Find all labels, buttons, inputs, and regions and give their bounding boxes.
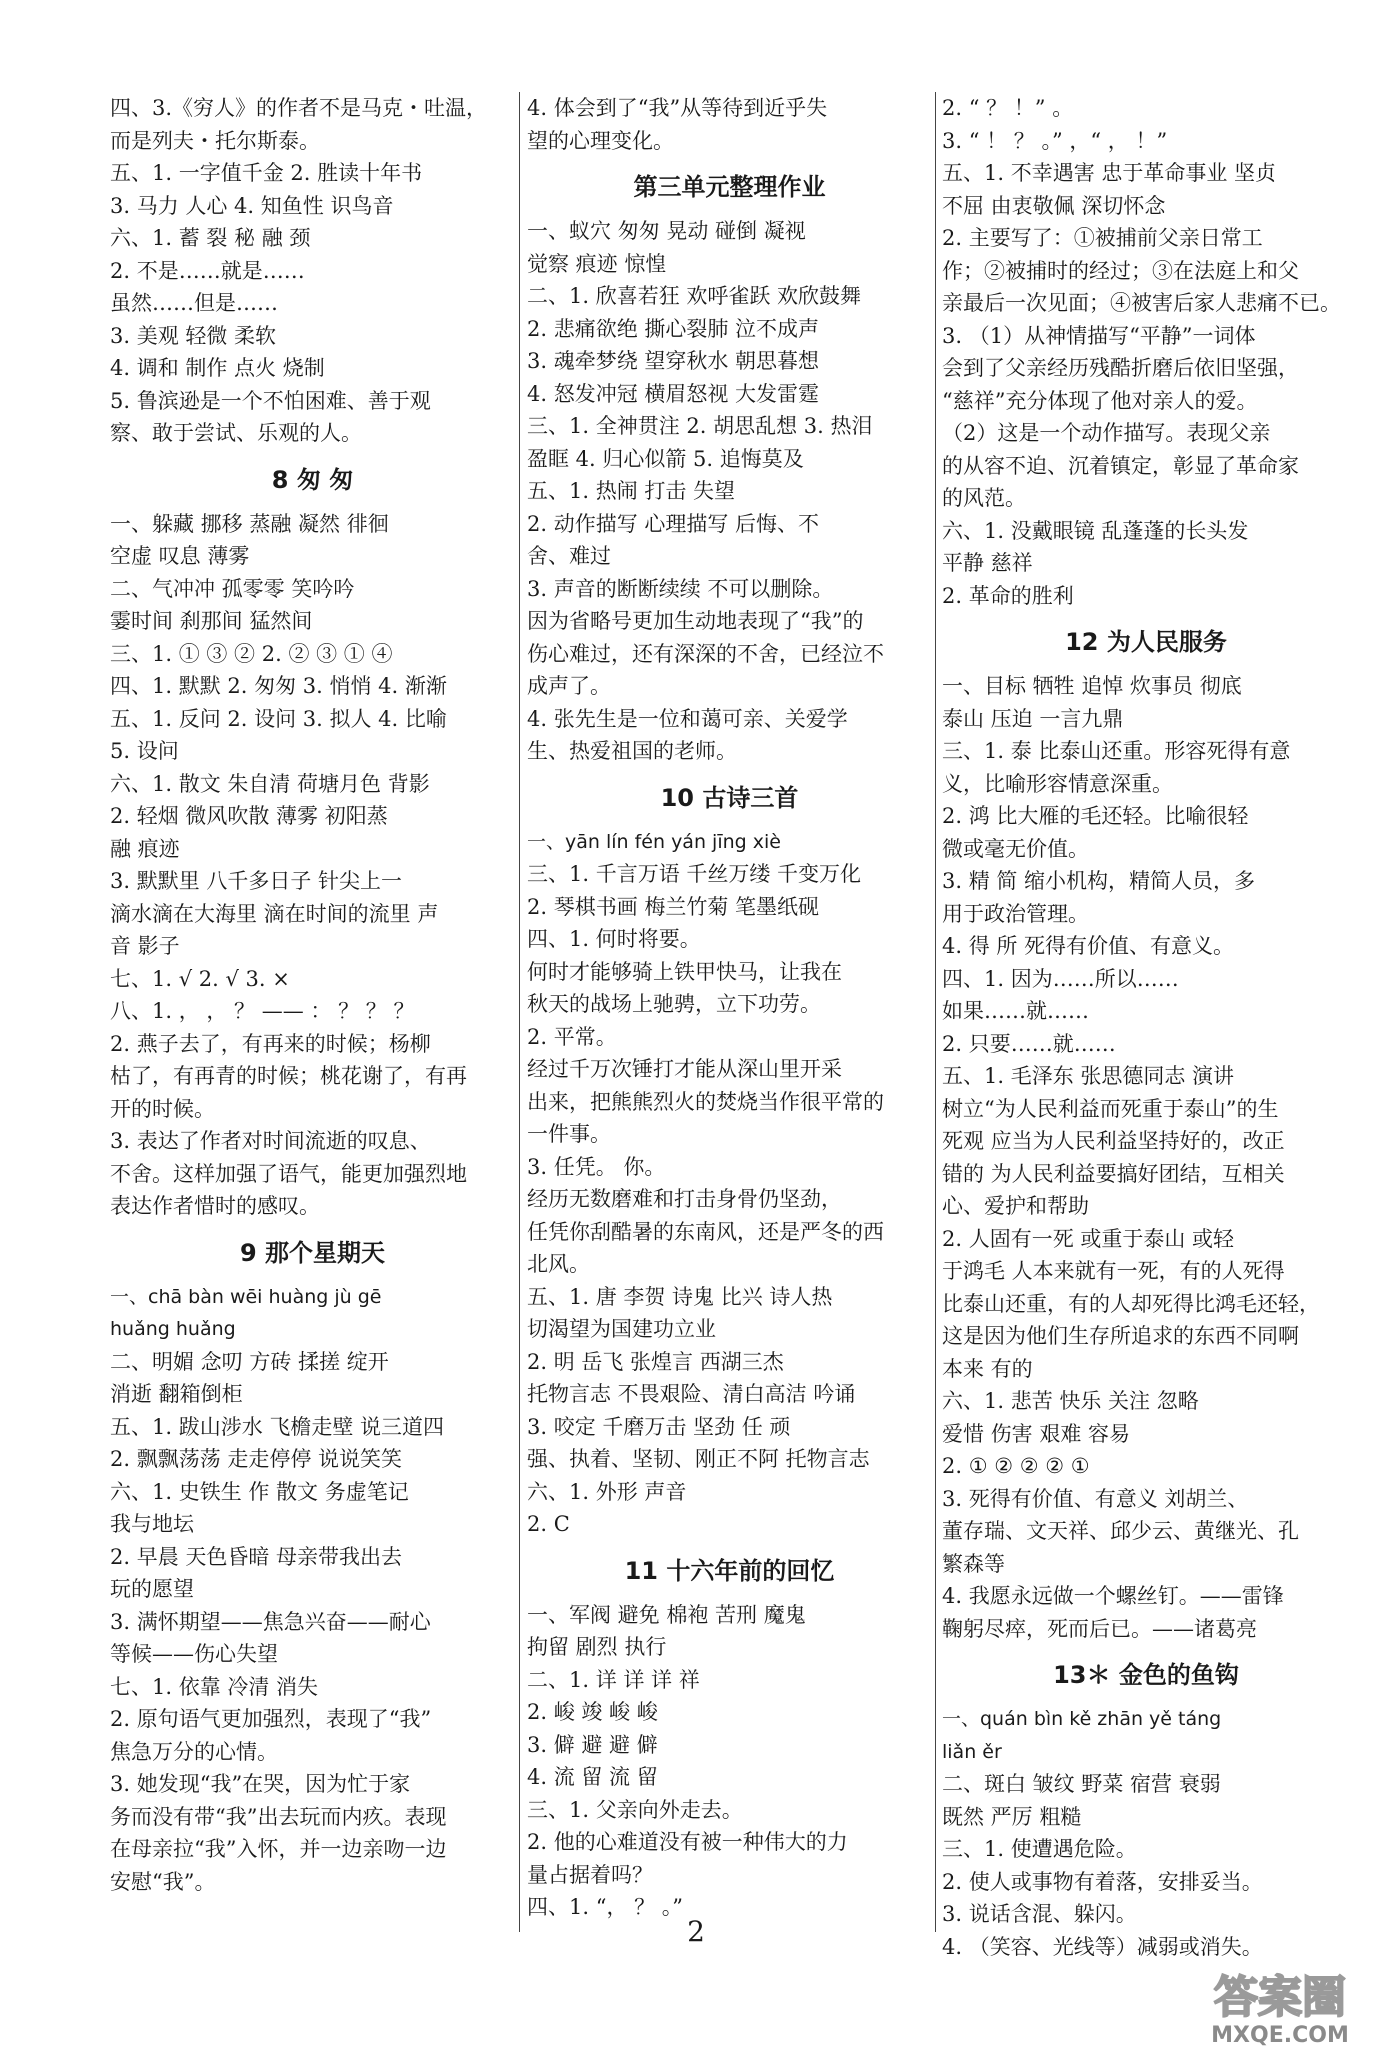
answer-line: 3. 精 简 缩小机构，精简人员，多	[942, 869, 1256, 893]
answer-line: 七、1. 依靠 冷清 消失	[110, 1674, 319, 1699]
answer-line: 五、1. 热闹 打击 失望	[527, 479, 736, 503]
answer-line: 四、1. 默默 2. 匆匆 3. 悄悄 4. 渐渐	[110, 674, 447, 698]
answer-line: 2. 飘飘荡荡 走走停停 说说笑笑	[110, 1447, 403, 1471]
page-number: 2	[687, 1915, 705, 1948]
answer-line: 的从容不迫、沉着镇定，彰显了革命家	[942, 453, 1299, 478]
answer-line: 2. 明 岳飞 张煌言 西湖三杰	[527, 1349, 784, 1374]
answer-line: 用于政治管理。	[942, 901, 1089, 926]
answer-line: 生、热爱祖国的老师。	[527, 739, 737, 763]
answer-line: 3. 马力 人心 4. 知鱼性 识鸟音	[110, 193, 394, 218]
answer-line: 3. 声音的断断续续 不可以删除。	[527, 576, 834, 601]
answer-line: 六、1. 史铁生 作 散文 务虚笔记	[110, 1479, 409, 1504]
answer-line: 托物言志 不畏艰险、清白高洁 吟诵	[527, 1382, 856, 1406]
answer-line: 五、1. 反问 2. 设问 3. 拟人 4. 比喻	[110, 706, 447, 731]
answer-line: 3. “ ！ ？ 。” ，“ ， ！”	[942, 128, 1168, 153]
answer-line: 枯了，有再青的时候；桃花谢了，有再	[110, 1064, 467, 1088]
answer-line: 二、斑白 皱纹 野菜 宿营 衰弱	[942, 1772, 1221, 1796]
answer-line: 心、爱护和帮助	[942, 1194, 1089, 1218]
answer-line: 树立“为人民利益而死重于泰山”的生	[942, 1096, 1279, 1121]
answer-line: 4. 调和 制作 点火 烧制	[110, 356, 325, 380]
answer-line: 不舍。这样加强了语气，能更加强烈地	[110, 1161, 467, 1186]
answer-line: 经过千万次锤打才能从深山里开采	[527, 1057, 842, 1081]
answer-line: 表达作者惜时的感叹。	[110, 1194, 320, 1218]
answer-line: 一、军阀 避免 棉袍 苦刑 魔鬼	[527, 1602, 806, 1627]
answer-line: 2. 平常。	[527, 1024, 617, 1049]
answer-line: 2. 不是……就是……	[110, 258, 305, 283]
answer-line: 一、躲藏 挪移 蒸融 凝然 徘徊	[110, 511, 389, 536]
section-heading: 12 为人民服务	[1065, 628, 1227, 656]
answer-line: 3. 默默里 八千多日子 针尖上一	[110, 869, 403, 893]
answer-line: 2. 原句语气更加强烈，表现了“我”	[110, 1707, 432, 1731]
answer-line: 二、气冲冲 孤零零 笑吟吟	[110, 576, 355, 601]
answer-line: 而是列夫・托尔斯泰。	[110, 128, 320, 153]
answer-line: 2. 人固有一死 或重于泰山 或轻	[942, 1226, 1235, 1251]
answer-line: 4. 张先生是一位和蔼可亲、关爱学	[527, 706, 848, 731]
answer-line: 六、1. 散文 朱自清 荷塘月色 背影	[110, 771, 430, 796]
watermark-url: MXQE.COM	[1211, 2023, 1349, 2048]
answer-column-left	[110, 92, 515, 1975]
answer-line: 三、1. 全神贯注 2. 胡思乱想 3. 热泪	[527, 414, 873, 438]
section-heading: 第三单元整理作业	[633, 173, 826, 201]
answer-line: 5. 设问	[110, 739, 179, 763]
answer-line: 望的心理变化。	[527, 128, 674, 153]
answer-line: 2. 轻烟 微风吹散 薄雾 初阳蒸	[110, 804, 388, 828]
answer-line: 三、1. 千言万语 千丝万缕 千变万化	[527, 862, 862, 886]
answer-line: 五、1. 一字值千金 2. 胜读十年书	[110, 161, 423, 185]
answer-line: 2. 鸿 比大雁的毛还轻。比喻很轻	[942, 804, 1249, 828]
watermark-title: 答案圈	[1214, 1972, 1346, 2023]
answer-line: 五、1. 跋山涉水 飞檐走壁 说三道四	[110, 1414, 445, 1439]
answer-line: 一件事。	[527, 1122, 611, 1146]
answer-line: 在母亲拉“我”入怀，并一边亲吻一边	[110, 1837, 447, 1861]
answer-line: 5. 鲁滨逊是一个不怕困难、善于观	[110, 388, 431, 413]
answer-line: 融 痕迹	[110, 836, 180, 861]
section-heading: 9 那个星期天	[239, 1238, 386, 1267]
pinyin-answer-line: liǎn ěr	[942, 1740, 1002, 1763]
answer-line: 五、1. 不幸遇害 忠于革命事业 坚贞	[942, 161, 1277, 185]
answer-line: 舍、难过	[527, 544, 611, 568]
answer-line: 2. ① ② ② ② ①	[942, 1454, 1090, 1478]
section-heading: 13＊ 金色的鱼钩	[1053, 1661, 1239, 1689]
answer-line: 二、1. 详 详 详 祥	[527, 1667, 700, 1692]
answer-line: 4. 我愿永远做一个螺丝钉。——雷锋	[942, 1584, 1284, 1608]
answer-line: 2. 早晨 天色昏暗 母亲带我出去	[110, 1544, 403, 1569]
answer-line: 觉察 痕迹 惊惶	[527, 251, 667, 276]
answer-line: 4. 体会到了“我”从等待到近乎失	[527, 96, 828, 120]
answer-line: 2. 悲痛欲绝 撕心裂肺 泣不成声	[527, 316, 820, 341]
answer-line: 既然 严厉 粗糙	[942, 1804, 1082, 1829]
answer-line: 量占据着吗？	[527, 1862, 653, 1887]
answer-line: 盈眶 4. 归心似箭 5. 追悔莫及	[527, 446, 804, 471]
answer-line: 2. 他的心难道没有被一种伟大的力	[527, 1830, 848, 1854]
answer-line: 2. “ ？ ！” 。	[942, 96, 1074, 120]
answer-line: 我与地坛	[110, 1512, 194, 1536]
answer-line: 三、1. 父亲向外走去。	[527, 1797, 743, 1822]
answer-line: 六、1. 没戴眼镜 乱蓬蓬的长头发	[942, 518, 1249, 543]
answer-line: 本来 有的	[942, 1356, 1033, 1381]
section-heading: 10 古诗三首	[660, 783, 799, 812]
answer-line: 2. 使人或事物有着落，安排妥当。	[942, 1869, 1263, 1894]
section-heading: 8 匆 匆	[271, 465, 354, 494]
answer-line: 三、1. 使遭遇危险。	[942, 1837, 1137, 1861]
answer-line: 鞠躬尽瘁，死而后已。——诸葛亮	[942, 1616, 1257, 1641]
pinyin-answer-line: 一、quán bìn kě zhān yě táng	[942, 1708, 1222, 1730]
answer-line: 一、目标 牺牲 追悼 炊事员 彻底	[942, 674, 1242, 698]
answer-line: 这是因为他们生存所追求的东西不同啊	[942, 1324, 1299, 1348]
answer-line: 微或毫无价值。	[942, 836, 1089, 861]
answer-line: 强、执着、坚韧、刚正不阿 托物言志	[527, 1447, 870, 1471]
answer-line: 3. 任凭。 你。	[527, 1154, 666, 1179]
answer-line: 六、1. 外形 声音	[527, 1479, 687, 1504]
column-divider	[519, 92, 520, 1932]
answer-line: 3. （1）从神情描写“平静”一词体	[942, 323, 1256, 348]
answer-line: 秋天的战场上驰骋，立下功劳。	[527, 992, 821, 1016]
answer-line: 于鸿毛 人本来就有一死，有的人死得	[942, 1259, 1285, 1283]
answer-line: 2. 琴棋书画 梅兰竹菊 笔墨纸砚	[527, 894, 820, 919]
answer-line: 比泰山还重，有的人却死得比鸿毛还轻，	[942, 1291, 1320, 1316]
answer-line: 泰山 压迫 一言九鼎	[942, 706, 1124, 731]
answer-line: 安慰“我”。	[110, 1869, 216, 1894]
answer-line: 北风。	[527, 1252, 590, 1276]
answer-line: 3. 满怀期望——焦急兴奋——耐心	[110, 1609, 431, 1634]
answer-line: 3. 咬定 千磨万击 坚劲 任 顽	[527, 1414, 791, 1439]
answer-line: 二、明媚 念叨 方砖 揉搓 绽开	[110, 1349, 389, 1374]
answer-line: 虽然……但是……	[110, 291, 278, 315]
column-divider	[935, 92, 936, 1932]
answer-line: 三、1. ① ③ ② 2. ② ③ ① ④	[110, 641, 393, 666]
answer-line: 2. 动作描写 心理描写 后悔、不	[527, 511, 820, 536]
answer-line: 2. 只要……就……	[942, 1031, 1116, 1056]
answer-line: 六、1. 悲苦 快乐 关注 忽略	[942, 1389, 1199, 1413]
answer-line: 成声了。	[527, 674, 611, 698]
answer-line: 五、1. 毛泽东 张思德同志 演讲	[942, 1064, 1235, 1088]
answer-line: 五、1. 唐 李贺 诗鬼 比兴 诗人热	[527, 1284, 833, 1309]
answer-line: 爱惜 伤害 艰难 容易	[942, 1421, 1131, 1446]
answer-line: 务而没有带“我”出去玩而内疚。表现	[110, 1804, 447, 1829]
answer-line: 2. 革命的胜利	[942, 583, 1074, 608]
answer-column-right	[942, 92, 1350, 1975]
watermark-logo	[1180, 1960, 1380, 2050]
answer-line: 4. 得 所 死得有价值、有意义。	[942, 934, 1235, 958]
answer-line: 不屈 由衷敬佩 深切怀念	[942, 193, 1166, 218]
answer-line: 等候——伤心失望	[110, 1642, 278, 1666]
answer-line: 2. 峻 竣 峻 峻	[527, 1700, 658, 1724]
answer-line: 八、1. ， ， ？ —— ： ？ ？ ？	[110, 999, 415, 1023]
answer-line: 玩的愿望	[110, 1577, 194, 1601]
answer-line: 出来，把熊熊烈火的焚烧当作很平常的	[527, 1089, 884, 1114]
answer-line: 何时才能够骑上铁甲快马，让我在	[527, 959, 842, 984]
answer-line: 义，比喻形容情意深重。	[942, 771, 1173, 796]
answer-line: 任凭你刮酷暑的东南风，还是严冬的西	[527, 1219, 884, 1244]
answer-line: 繁森等	[942, 1551, 1005, 1576]
answer-line: 二、1. 欣喜若狂 欢呼雀跃 欢欣鼓舞	[527, 284, 862, 308]
answer-line: “慈祥”充分体现了他对亲人的爱。	[942, 388, 1258, 413]
answer-line: 3. 魂牵梦绕 望穿秋水 朝思暮想	[527, 349, 820, 373]
pinyin-answer-line: 一、yān lín fén yán jīng xiè	[527, 830, 781, 853]
answer-line: 六、1. 蓄 裂 秘 融 颈	[110, 226, 311, 250]
answer-line: 经历无数磨难和打击身骨仍坚劲，	[527, 1187, 842, 1211]
answer-line: 霎时间 刹那间 猛然间	[110, 609, 313, 633]
answer-line: 3. 美观 轻微 柔软	[110, 323, 277, 348]
answer-column-middle	[527, 92, 932, 1975]
answer-line: 的风范。	[942, 486, 1026, 510]
answer-line: 2. 燕子去了，有再来的时候；杨柳	[110, 1031, 431, 1056]
answer-line: 拘留 剧烈 执行	[527, 1635, 667, 1659]
answer-line: 伤心难过，还有深深的不舍，已经泣不	[527, 641, 884, 666]
answer-line: 消逝 翻箱倒柜	[110, 1382, 243, 1406]
answer-line: 3. 说话含混、躲闪。	[942, 1902, 1137, 1926]
answer-line: 4. 怒发冲冠 横眉怒视 大发雷霆	[527, 381, 820, 406]
answer-line: 四、1. “， ？ 。”	[527, 1895, 684, 1919]
answer-line: 3. 她发现“我”在哭，因为忙于家	[110, 1772, 411, 1796]
answer-line: 切渴望为国建功立业	[527, 1317, 716, 1341]
answer-line: 死观 应当为人民利益坚持好的，改正	[942, 1129, 1285, 1153]
answer-line: 4. 流 留 流 留	[527, 1765, 658, 1789]
answer-line: 2. C	[527, 1512, 570, 1536]
section-heading: 11 十六年前的回忆	[624, 1556, 835, 1585]
answer-line: 3. 僻 避 避 僻	[527, 1732, 658, 1757]
answer-line: 作；②被捕时的经过；③在法庭上和父	[942, 258, 1299, 283]
answer-line: 滴水滴在大海里 滴在时间的流里 声	[110, 901, 439, 926]
answer-line: 2. 主要写了：①被捕前父亲日常工	[942, 226, 1263, 250]
answer-line: 因为省略号更加生动地表现了“我”的	[527, 609, 864, 633]
answer-line: 四、3.《穷人》的作者不是马克・吐温，	[110, 96, 488, 120]
answer-line: 一、蚁穴 匆匆 晃动 碰倒 凝视	[527, 219, 806, 243]
pinyin-answer-line: huǎng huǎng	[110, 1318, 236, 1340]
pinyin-answer-line: 一、chā bàn wēi huàng jù gē	[110, 1285, 382, 1308]
answer-line: 平静 慈祥	[942, 551, 1033, 575]
answer-line: 三、1. 泰 比泰山还重。形容死得有意	[942, 739, 1291, 763]
answer-line: 焦急万分的心情。	[110, 1739, 278, 1764]
answer-line: 开的时候。	[110, 1096, 215, 1121]
answer-line: 亲最后一次见面；④被害后家人悲痛不已。	[942, 291, 1341, 315]
answer-line: 四、1. 因为……所以……	[942, 966, 1179, 991]
answer-line: 错的 为人民利益要搞好团结，互相关	[942, 1161, 1285, 1186]
answer-line: 空虚 叹息 薄雾	[110, 544, 250, 568]
answer-line: 会到了父亲经历残酷折磨后依旧坚强，	[942, 356, 1299, 380]
answer-line: 董存瑞、文天祥、邱少云、黄继光、孔	[942, 1519, 1299, 1543]
answer-line: 察、敢于尝试、乐观的人。	[110, 421, 362, 445]
answer-line: 4. （笑容、光线等）减弱或消失。	[942, 1934, 1263, 1959]
answer-line: 3. 死得有价值、有意义 刘胡兰、	[942, 1486, 1249, 1511]
answer-line: 如果……就……	[942, 999, 1089, 1023]
answer-line: （2）这是一个动作描写。表现父亲	[942, 421, 1271, 445]
answer-line: 七、1. √ 2. √ 3. ×	[110, 966, 290, 991]
answer-line: 音 影子	[110, 934, 180, 958]
answer-line: 四、1. 何时将要。	[527, 927, 701, 951]
answer-line: 3. 表达了作者对时间流逝的叹息、	[110, 1129, 431, 1153]
